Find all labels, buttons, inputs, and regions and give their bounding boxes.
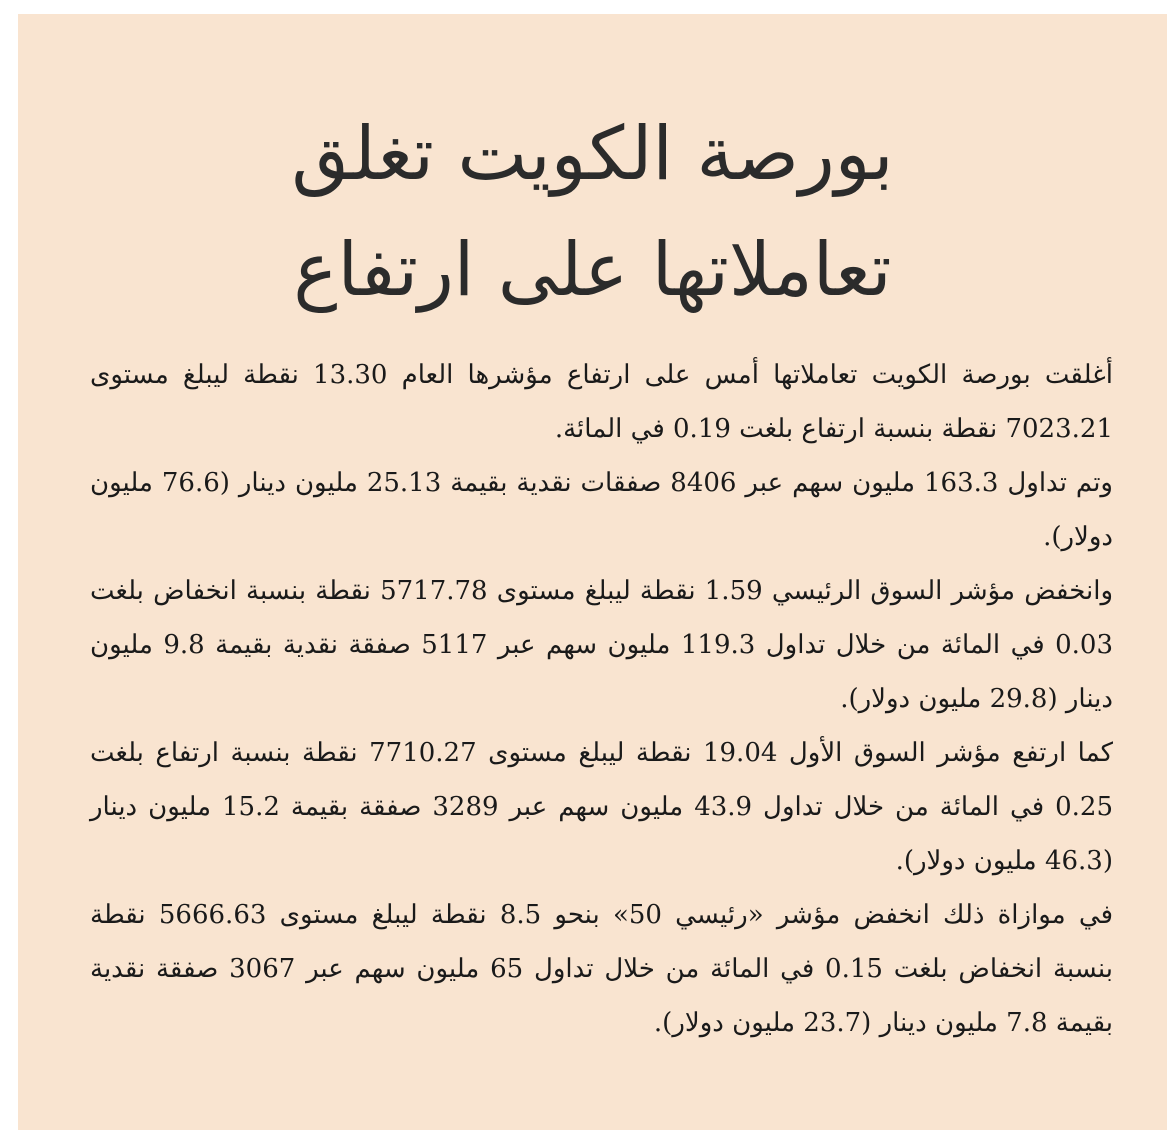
paragraph-4: كما ارتفع مؤشر السوق الأول 19.04 نقطة ليبلغ مستوى 7710.27 نقطة بنسبة ارتفاع بلغت 0.25 في المائة من خلال تداول 43.9 مليون سهم عبر 3289 صفقة بقيمة 15.2 مليون دينار (46.3 مليون دولار). [90, 738, 1114, 876]
article-panel [18, 14, 1167, 1130]
paragraph-2: وتم تداول 163.3 مليون سهم عبر 8406 صفقات نقدية بقيمة 25.13 مليون دينار (76.6 مليون دولار). [90, 468, 1113, 552]
paragraph-5: في موازاة ذلك انخفض مؤشر «رئيسي 50» بنحو 8.5 نقطة ليبلغ مستوى 5666.63 نقطة بنسبة انخفاض بلغت 0.15 في المائة من خلال تداول 65 مليون سهم عبر 3067 صفقة نقدية بقيمة 7.8 مليون دينار (23.7 مليون دولار). [90, 900, 1114, 1038]
article-body [90, 348, 1113, 1050]
paragraph-1: أغلقت بورصة الكويت تعاملاتها أمس على ارتفاع مؤشرها العام 13.30 نقطة ليبلغ مستوى 7023.21 نقطة بنسبة ارتفاع بلغت 0.19 في المائة. [90, 360, 1113, 444]
headline-line-1: بورصة الكويت تغلق [291, 111, 894, 197]
paragraph-3: وانخفض مؤشر السوق الرئيسي 1.59 نقطة ليبلغ مستوى 5717.78 نقطة بنسبة انخفاض بلغت 0.03 في المائة من خلال تداول 119.3 مليون سهم عبر 5117 صفقة نقدية بقيمة 9.8 مليون دينار (29.8 مليون دولار). [90, 576, 1114, 714]
headline-line-2: تعاملاتها على ارتفاع [293, 227, 892, 313]
headline [18, 96, 1167, 328]
